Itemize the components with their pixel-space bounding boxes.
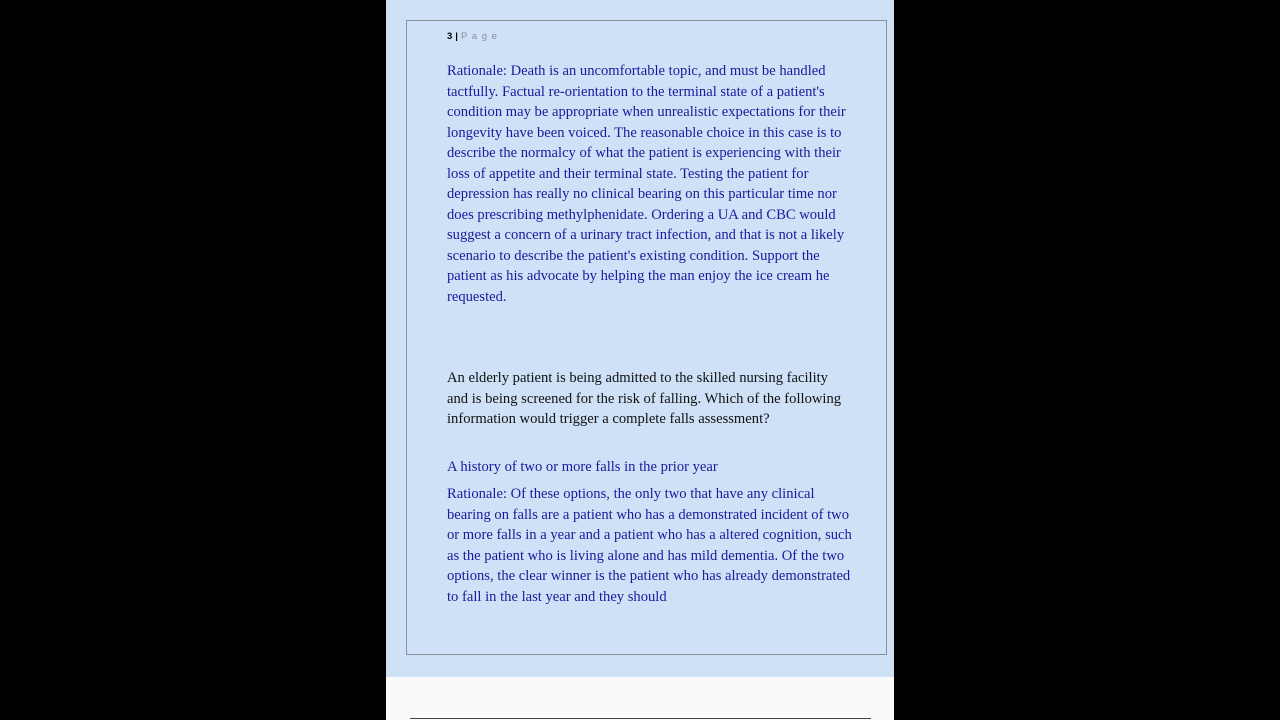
rationale-paragraph-1: Rationale: Death is an uncomfortable topic, and must be handled tactfully. Factual re-orientation to the terminal state of a patient's condition may be appropriate when unrealistic expectations for their longevity have been voiced. The reasonable choice in this case is to describe the normalcy of what the patient is experiencing with their loss of appetite and their terminal state. Testing the patient for depression has really no clinical bearing on this particular time nor does prescribing methylphenidate. Ordering a UA and CBC would suggest a concern of a urinary tract infection, and that is not a likely scenario to describe the patient's existing condition. Support the patient as his advocate by helping the man enjoy the ice cream he requested.: [447, 63, 846, 305]
next-document-page: [386, 677, 894, 720]
document-page: [386, 0, 894, 677]
page-number: 3: [447, 31, 454, 42]
answer-paragraph-2: A history of two or more falls in the prior year: [447, 459, 718, 475]
page-label: P a g e: [460, 31, 498, 42]
page-header: [447, 31, 498, 42]
rationale-paragraph-2: Rationale: Of these options, the only two that have any clinical bearing on falls are a patient who has a demonstrated incident of two or more falls in a year and a patient who has a altered cognition, such as the patient who is living alone and has mild dementia. Of the two options, the clear winner is the patient who has already demonstrated to fall in the last year and they should: [447, 486, 852, 605]
next-page-header-rule: [410, 718, 871, 719]
question-paragraph-2: An elderly patient is being admitted to the skilled nursing facility and is being screened for the risk of falling. Which of the following information would trigger a complete falls assessment?: [447, 370, 842, 427]
page-header-separator: |: [455, 31, 459, 42]
